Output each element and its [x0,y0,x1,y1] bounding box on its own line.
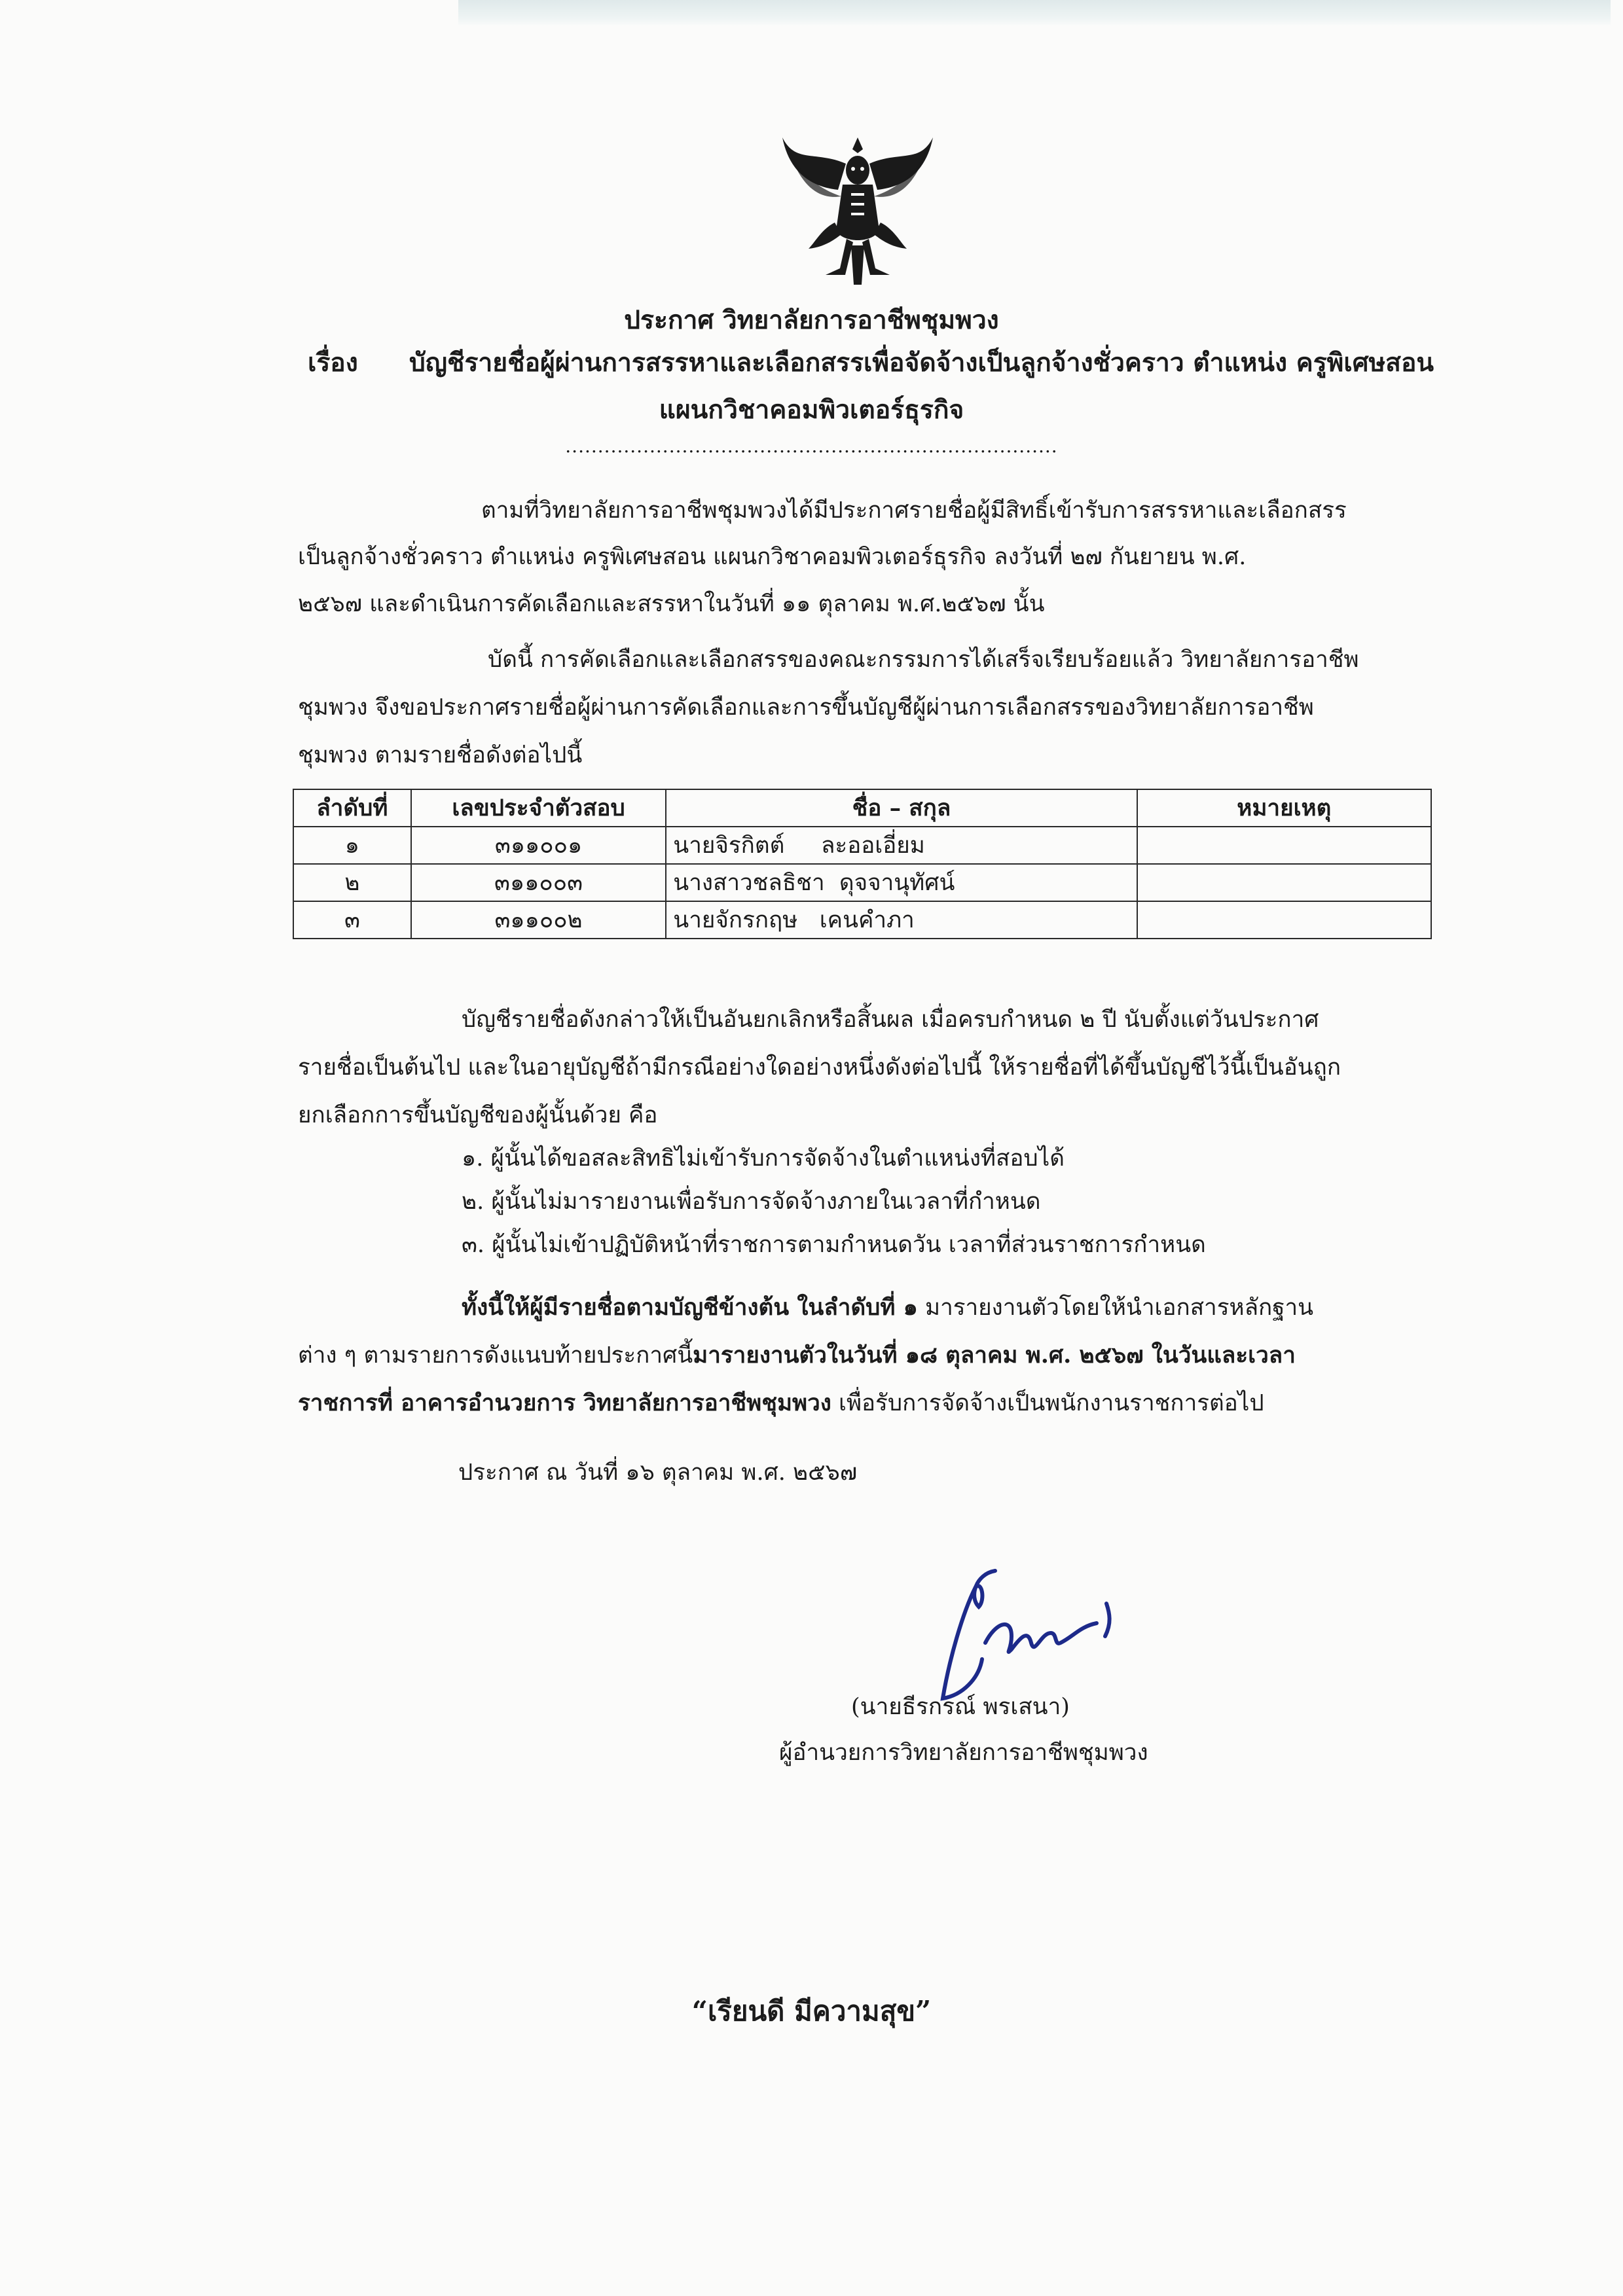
cell-order: ๑ [293,827,411,864]
cell-name: นางสาวชลธิชา ดุจจานุทัศน์ [666,864,1137,901]
cell-exam-id: ๓๑๑๐๐๑ [411,827,666,864]
para4-l1-b: ในลำดับที่ ๑ [797,1294,918,1321]
para4-l2-b: มารายงานตัวในวันที่ ๑๘ ตุลาคม พ.ศ. ๒๕๖๗ ในวันและเวลา [693,1342,1296,1369]
condition-item-2: ๒. ผู้นั้นไม่มารายงานเพื่อรับการจัดจ้างภายในเวลาที่กำหนด [462,1189,1041,1215]
para2-line1: บัดนี้ การคัดเลือกและเลือกสรรของคณะกรรมการได้เสร็จเรียบร้อยแล้ว วิทยาลัยการอาชีพ [488,647,1359,673]
para4-l1-c: มารายงานตัวโดยให้นำเอกสารหลักฐาน [917,1295,1314,1321]
cell-exam-id: ๓๑๑๐๐๒ [411,901,666,939]
para4-l2-a: ต่าง ๆ ตามรายการดังแนบท้ายประกาศนี้ [298,1342,693,1369]
cell-order: ๒ [293,864,411,901]
col-header-exam-id: เลขประจำตัวสอบ [411,789,666,827]
para1-line1: ตามที่วิทยาลัยการอาชีพชุมพวงได้มีประกาศรายชื่อผู้มีสิทธิ์เข้ารับการสรรหาและเลือกสรร [481,497,1347,524]
cell-note [1137,864,1431,901]
subject-line-1: บัญชีรายชื่อผู้ผ่านการสรรหาและเลือกสรรเพื่อจัดจ้างเป็นลูกจ้างชั่วคราว ตำแหน่ง ครูพิเศษสอน [409,348,1434,378]
condition-item-3: ๓. ผู้นั้นไม่เข้าปฏิบัติหน้าที่ราชการตามกำหนดวัน เวลาที่ส่วนราชการกำหนด [462,1232,1206,1258]
para3-line2: รายชื่อเป็นต้นไป และในอายุบัญชีถ้ามีกรณีอย่างใดอย่างหนึ่งดังต่อไปนี้ ให้รายชื่อที่ได้ขึ้นบัญชีไว้นี้เป็นอันถูก [298,1054,1341,1081]
table-header-row [293,789,1431,827]
cell-note [1137,901,1431,939]
para3-line1: บัญชีรายชื่อดังกล่าวให้เป็นอันยกเลิกหรือสิ้นผล เมื่อครบกำหนด ๒ ปี นับตั้งแต่วันประกาศ [462,1007,1319,1033]
subject-line-2: แผนกวิชาคอมพิวเตอร์ธุรกิจ [659,395,964,425]
school-motto: “เรียนดี มีความสุข” [691,1995,932,2027]
cell-name: นายจักรกฤษ เคนคำภา [666,901,1137,939]
announce-date: ประกาศ ณ วันที่ ๑๖ ตุลาคม พ.ศ. ๒๕๖๗ [458,1460,858,1486]
cell-exam-id: ๓๑๑๐๐๓ [411,864,666,901]
para4-l3-b: เพื่อรับการจัดจ้างเป็นพนักงานราชการต่อไป [831,1390,1264,1416]
col-header-note: หมายเหตุ [1137,789,1431,827]
para1-line2: เป็นลูกจ้างชั่วคราว ตำแหน่ง ครูพิเศษสอน แผนกวิชาคอมพิวเตอร์ธุรกิจ ลงวันที่ ๒๗ กันยายน พ.ศ. [298,544,1247,570]
col-header-order: ลำดับที่ [293,789,411,827]
announcement-title: ประกาศ วิทยาลัยการอาชีพชุมพวง [624,305,999,335]
para4-line3 [298,1385,1264,1421]
title-separator: ............................................................................ [565,435,1058,457]
para2-line3: ชุมพวง ตามรายชื่อดังต่อไปนี้ [298,742,583,768]
subject-label: เรื่อง [308,348,358,378]
scan-top-band [458,0,1611,26]
table-row [293,901,1431,939]
signer-position: ผู้อำนวยการวิทยาลัยการอาชีพชุมพวง [779,1740,1148,1766]
signer-name: (นายธีรกรณ์ พรเสนา) [851,1694,1070,1720]
para1-line3: ๒๕๖๗ และดำเนินการคัดเลือกและสรรหาในวันที่ ๑๑ ตุลาคม พ.ศ.๒๕๖๗ นั้น [298,591,1045,617]
table-row [293,827,1431,864]
cell-order: ๓ [293,901,411,939]
cell-name: นายจิรกิตต์ ละออเอี่ยม [666,827,1137,864]
col-header-name: ชื่อ – สกุล [666,789,1137,827]
garuda-emblem-icon [769,124,946,301]
para4-l3-a: ราชการที่ อาคารอำนวยการ วิทยาลัยการอาชีพชุมพวง [298,1390,831,1416]
para3-line3: ยกเลือกการขึ้นบัญชีของผู้นั้นด้วย คือ [298,1102,658,1128]
para4-line1 [462,1289,1313,1325]
cell-note [1137,827,1431,864]
candidate-table [293,789,1432,939]
para4-line2 [298,1337,1296,1373]
table-row [293,864,1431,901]
condition-item-1: ๑. ผู้นั้นได้ขอสละสิทธิไม่เข้ารับการจัดจ้างในตำแหน่งที่สอบได้ [462,1145,1065,1172]
para4-l1-a: ทั้งนี้ให้ผู้มีรายชื่อตามบัญชีข้างต้น [462,1294,797,1321]
para2-line2: ชุมพวง จึงขอประกาศรายชื่อผู้ผ่านการคัดเลือกและการขึ้นบัญชีผู้ผ่านการเลือกสรรของวิทยาลัยการอาชีพ [298,694,1314,721]
